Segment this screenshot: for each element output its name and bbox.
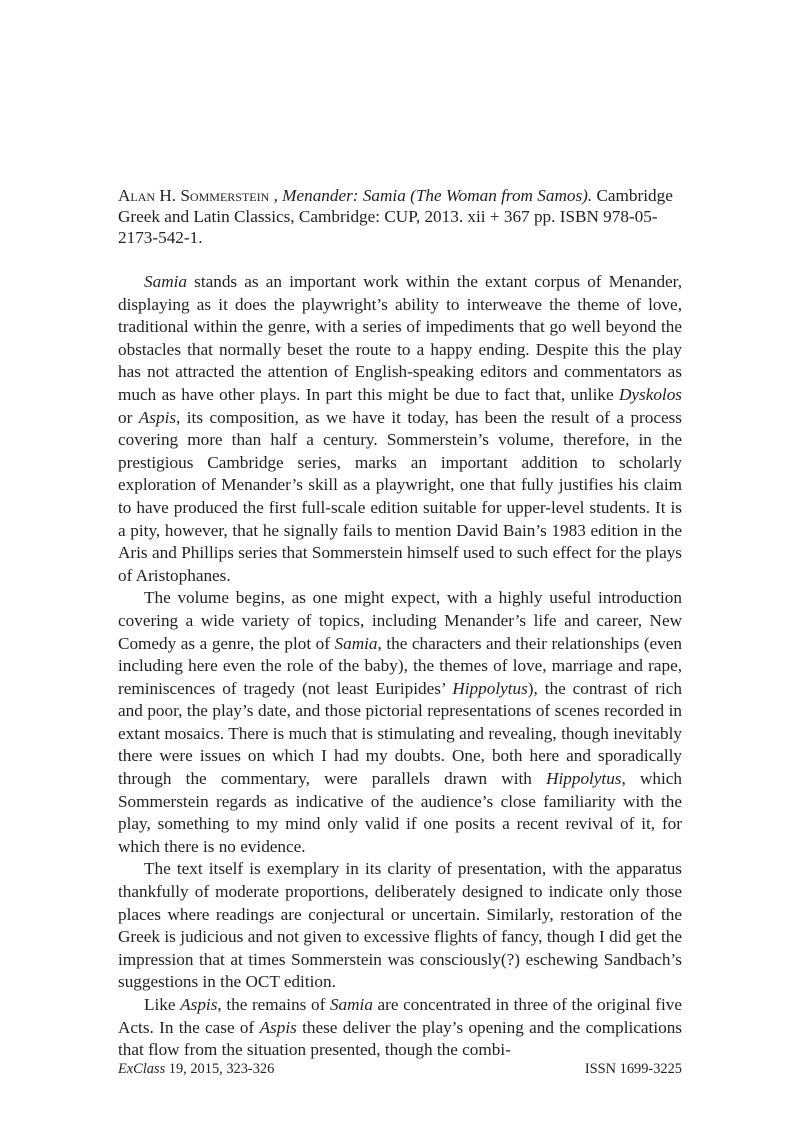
journal-citation <box>118 1060 274 1078</box>
paragraph-text: ), the contrast of rich and poor, the play’s date, and those pictorial representations of scenes recorded in extant mosaics. There is much that is stimulating and revealing, though inevitably there were issues on which I had my doubts. One, both here and sporadically through the commentary, were parallels drawn with <box>118 678 682 789</box>
page-footer <box>118 1060 682 1078</box>
volume-pages: 19, 2015, 323-326 <box>165 1061 275 1077</box>
bibliographic-entry <box>118 186 682 248</box>
paragraph-text: , the characters and their relationships (even including here even the role of the baby), the themes of love, marriage and rape, reminiscences of tragedy (not least Euripides’ <box>118 633 682 698</box>
review-author: Alan H. Sommerstein <box>118 186 270 205</box>
title-ref: Samia <box>334 633 378 653</box>
title-ref: Samia <box>144 272 187 291</box>
paragraph-text: stands as an important work within the extant corpus of Menander, displaying as it does the playwright’s ability to interweave the theme of love, traditional within the genre, with a series of impediments that go well beyond the obstacles that normally beset the route to a happy ending. Despite this the play has not attracted the attention of English-speaking editors and commentators as much as have other plays. In part this might be due to fact that, unlike <box>118 272 682 404</box>
paragraph-3 <box>118 858 682 994</box>
paragraph-text: The volume begins, as one might expect, with a highly useful introduction covering a wide variety of topics, including Menander’s life and career, New Comedy as a genre, the plot of <box>118 588 682 653</box>
paragraph-text: are concentrated in three of the original five Acts. In the case of <box>118 995 682 1037</box>
paragraph-4 <box>118 994 682 1062</box>
paragraph-text: , the remains of <box>217 995 330 1014</box>
title-ref: Samia <box>329 995 373 1014</box>
paragraph-text: Like <box>144 995 181 1014</box>
title-ref: Aspis <box>259 1017 297 1037</box>
title-ref: Aspis <box>138 407 177 427</box>
review-body <box>118 271 682 1062</box>
title-ref: Hippolytus <box>452 678 528 698</box>
title-ref: Aspis <box>180 995 218 1014</box>
paragraph-1 <box>118 271 682 587</box>
paragraph-text: these deliver the play’s opening and the complications that flow from the situation presented, though the combi- <box>118 1017 682 1060</box>
header-separator: , <box>269 186 283 205</box>
title-ref: Dyskolos <box>618 384 682 404</box>
journal-name: ExClass <box>118 1061 166 1077</box>
paragraph-text: , its composition, as we have it today, has been the result of a process covering more than half a century. Sommerstein’s volume, therefore, in the prestigious Cambridge series, marks an important addition to scholarly exploration of Menander’s skill as a playwright, one that fully justifies his claim to have produced the first full-scale edition suitable for upper-level students. It is a pity, however, that he signally fails to mention David Bain’s 1983 edition in the Aris and Phillips series that Sommerstein himself used to such effect for the plays of Aristophanes. <box>118 407 682 585</box>
review-header <box>118 186 682 248</box>
paragraph-text: or <box>118 407 139 427</box>
publication-details: Cambridge Greek and Latin Classics, Cambridge: CUP, 2013. xii + 367 pp. ISBN 978-05-2173-542-1. <box>118 186 673 247</box>
paragraph-2 <box>118 587 682 858</box>
issn: ISSN 1699-3225 <box>584 1061 682 1077</box>
paragraph-text: The text itself is exemplary in its clarity of presentation, with the apparatus thankfully of moderate proportions, deliberately designed to indicate only those places where readings are conjectural or uncertain. Similarly, restoration of the Greek is judicious and not given to excessive flights of fancy, though I did get the impression that at times Sommerstein was consciously(?) eschewing Sandbach’s suggestions in the OCT edition. <box>118 859 682 992</box>
title-ref: Hippolytus <box>546 769 622 789</box>
book-title: Menander: Samia (The Woman from Samos). <box>282 186 593 205</box>
paragraph-text: , which Sommerstein regards as indicative of the audience’s close familiarity with the play, something to my mind only valid if one posits a recent revival of it, for which there is no evidence. <box>118 769 682 856</box>
